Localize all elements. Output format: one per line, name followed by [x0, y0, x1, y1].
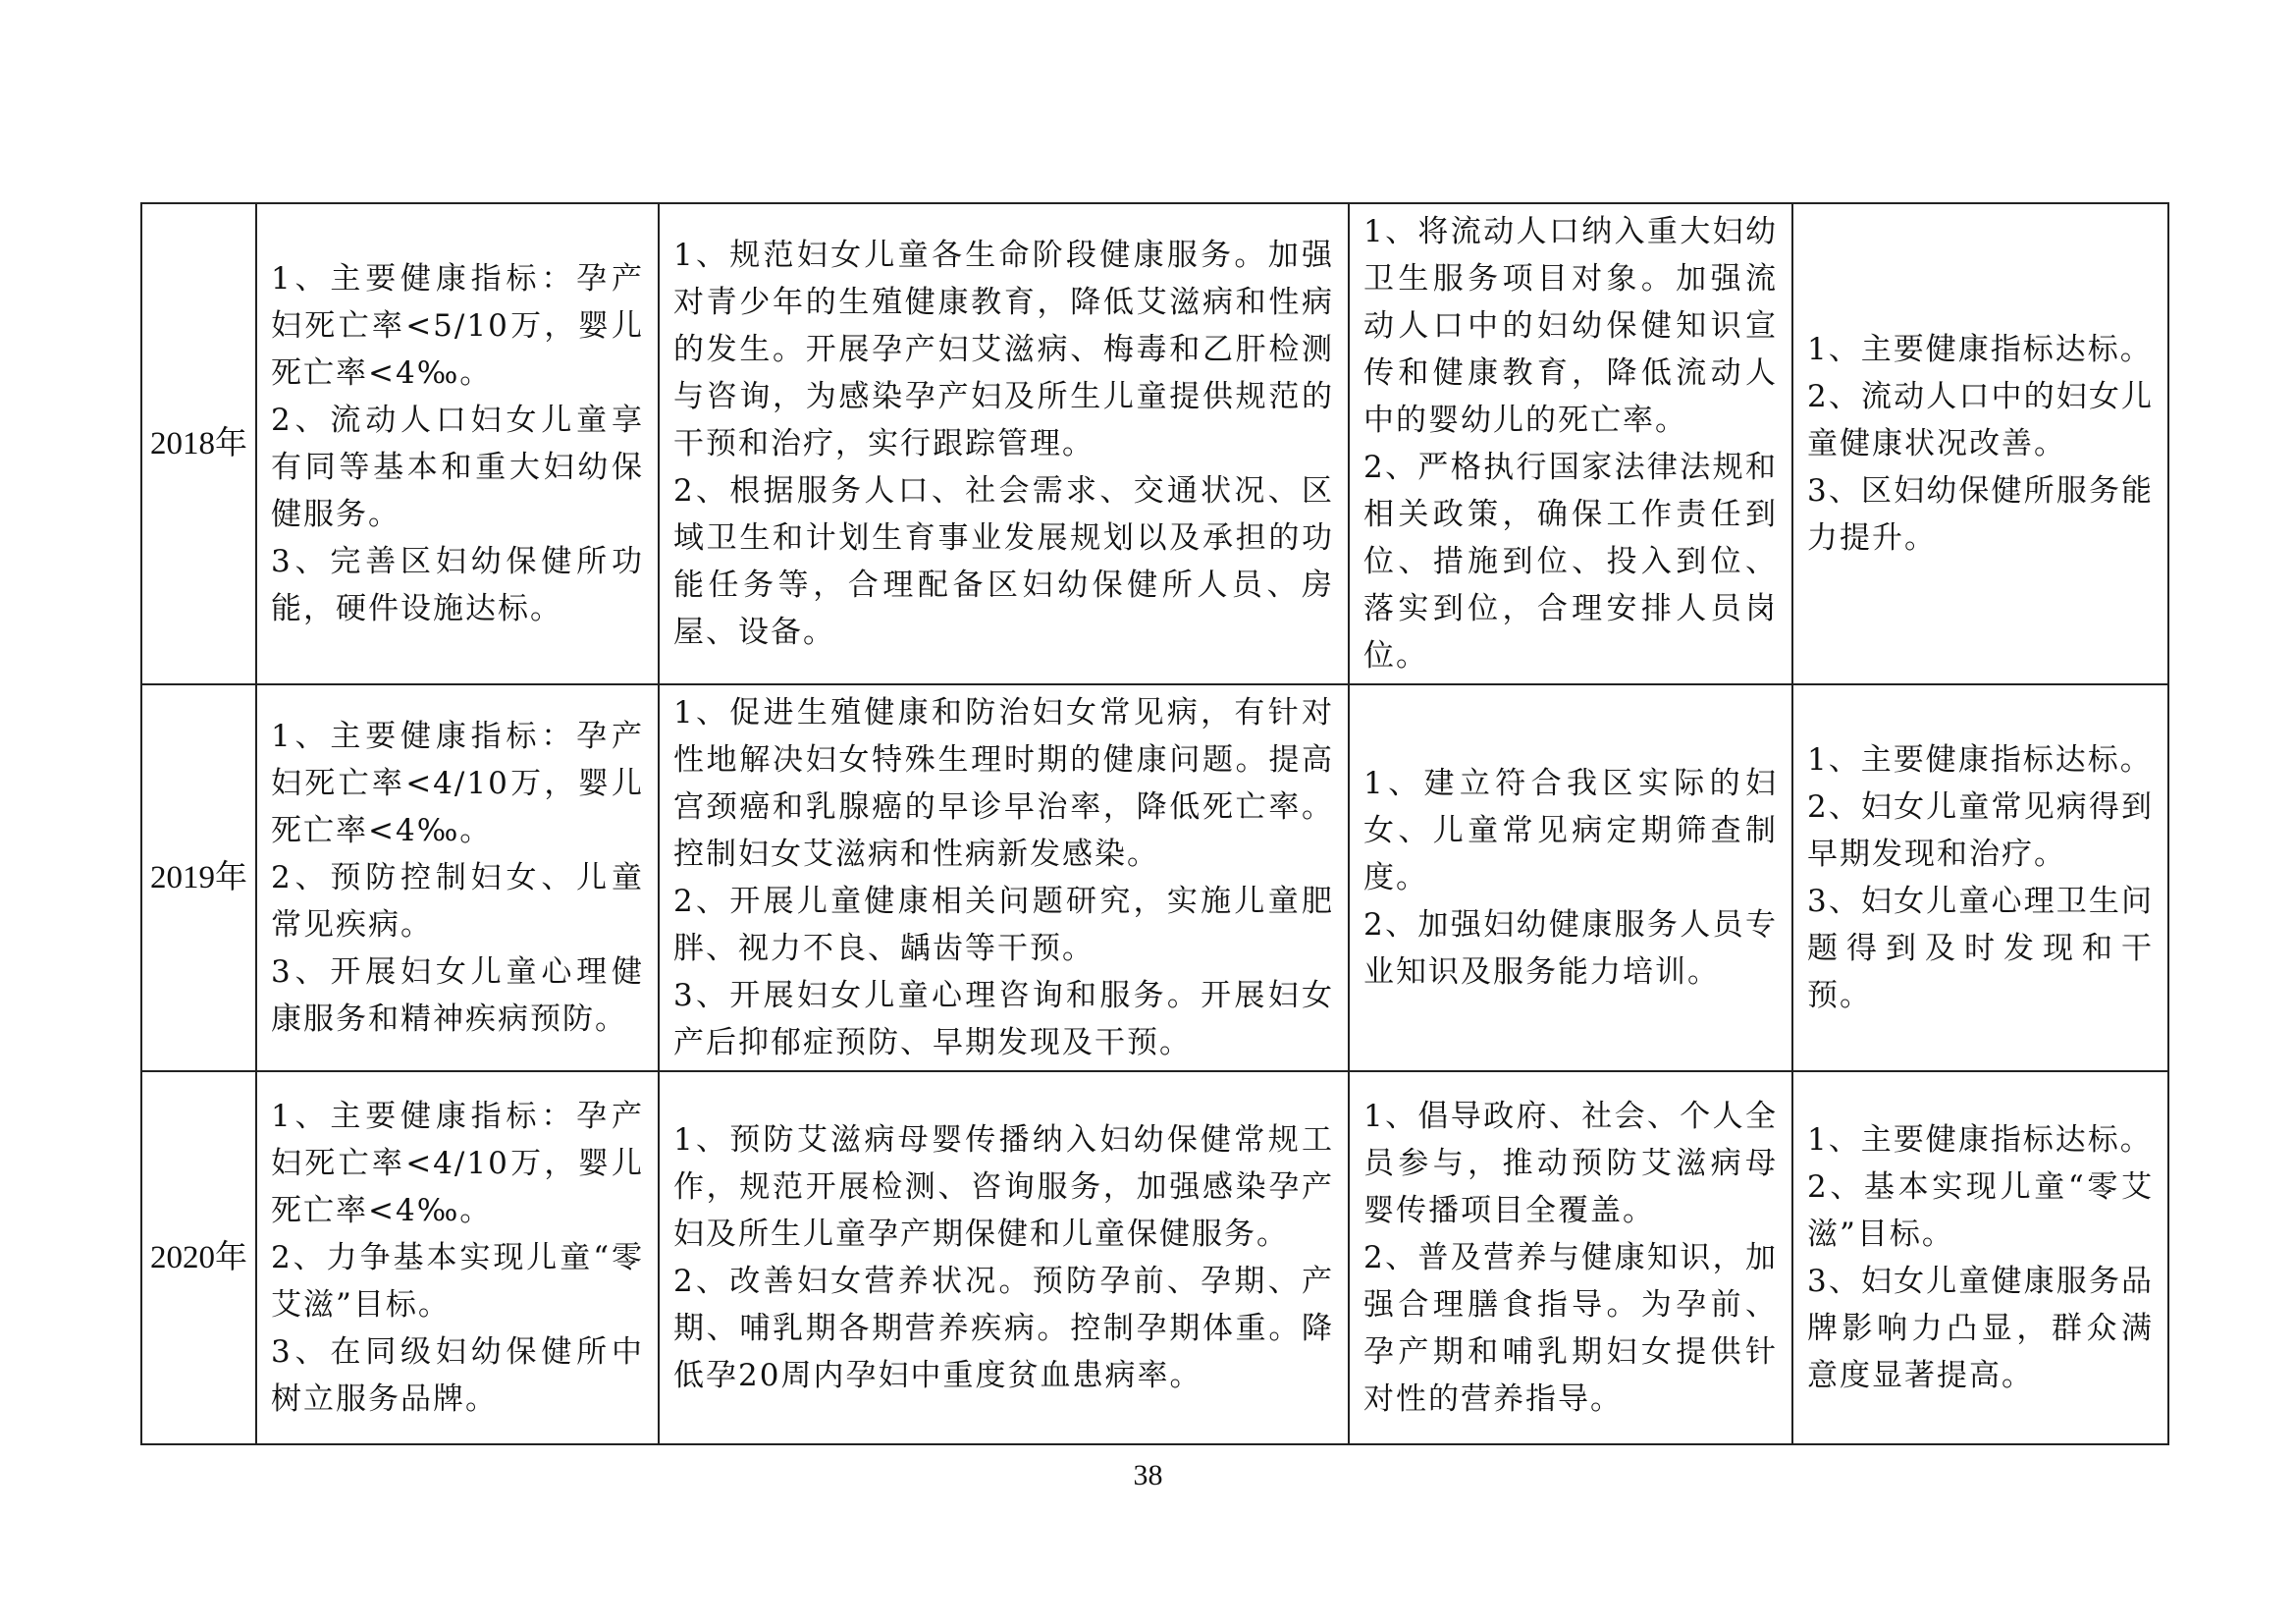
actions-cell: [1349, 1071, 1792, 1444]
measures-cell: [659, 1071, 1349, 1444]
measure-item: 1、促进生殖健康和防治妇女常见病，有针对性地解决妇女特殊生理时期的健康问题。提高宫颈癌和乳腺癌的早诊早治率，降低死亡率。控制妇女艾滋病和性病新发感染。: [673, 695, 1334, 872]
action-item: 2、加强妇幼健康服务人员专业知识及服务能力培训。: [1363, 907, 1778, 990]
action-item: 1、将流动人口纳入重大妇幼卫生服务项目对象。加强流动人口中的妇幼保健知识宣传和健康教育，降低流动人中的婴幼儿的死亡率。: [1363, 214, 1778, 438]
outcomes-cell: [1792, 1071, 2168, 1444]
goals-cell: [256, 203, 659, 684]
goals-cell: [256, 684, 659, 1071]
measure-item: 3、开展妇女儿童心理咨询和服务。开展妇女产后抑郁症预防、早期发现及干预。: [673, 978, 1334, 1060]
table-row-2020: [141, 1071, 2168, 1444]
outcome-item: 3、妇女儿童心理卫生问题得到及时发现和干预。: [1807, 884, 2154, 1013]
goal-item: 2、流动人口妇女儿童享有同等基本和重大妇幼保健服务。: [271, 403, 644, 532]
outcome-item: 2、流动人口中的妇女儿童健康状况改善。: [1807, 379, 2154, 461]
goal-item: 3、在同级妇幼保健所中树立服务品牌。: [271, 1334, 644, 1417]
measure-item: 2、根据服务人口、社会需求、交通状况、区域卫生和计划生育事业发展规划以及承担的功能任务等，合理配备区妇幼保健所人员、房屋、设备。: [673, 473, 1334, 650]
table-row-2018: [141, 203, 2168, 684]
outcomes-cell: [1792, 203, 2168, 684]
plan-table: [140, 202, 2169, 1445]
goal-item: 3、开展妇女儿童心理健康服务和精神疾病预防。: [271, 954, 644, 1037]
action-item: 2、严格执行国家法律法规和相关政策，确保工作责任到位、措施到位、投入到位、落实到位，合理安排人员岗位。: [1363, 450, 1778, 674]
actions-cell: [1349, 684, 1792, 1071]
outcome-item: 1、主要健康指标达标。: [1807, 332, 2153, 367]
goal-item: 3、完善区妇幼保健所功能，硬件设施达标。: [271, 544, 644, 626]
measure-item: 2、改善妇女营养状况。预防孕前、孕期、产期、哺乳期各期营养疾病。控制孕期体重。降低孕20周内孕妇中重度贫血患病率。: [673, 1264, 1334, 1393]
outcome-item: 1、主要健康指标达标。: [1807, 742, 2153, 778]
measures-cell: [659, 684, 1349, 1071]
measures-cell: [659, 203, 1349, 684]
action-item: 1、建立符合我区实际的妇女、儿童常见病定期筛查制度。: [1363, 766, 1778, 895]
measure-item: 2、开展儿童健康相关问题研究，实施儿童肥胖、视力不良、龋齿等干预。: [673, 884, 1334, 966]
year-cell: 2019年: [141, 684, 256, 1071]
outcome-item: 3、妇女儿童健康服务品牌影响力凸显，群众满意度显著提高。: [1807, 1264, 2154, 1393]
year-cell: 2018年: [141, 203, 256, 684]
page-number: 38: [1133, 1459, 1163, 1491]
measure-item: 1、规范妇女儿童各生命阶段健康服务。加强对青少年的生殖健康教育，降低艾滋病和性病的发生。开展孕产妇艾滋病、梅毒和乙肝检测与咨询，为感染孕产妇及所生儿童提供规范的干预和治疗，实行跟踪管理。: [673, 238, 1334, 461]
outcome-item: 3、区妇幼保健所服务能力提升。: [1807, 473, 2154, 556]
action-item: 1、倡导政府、社会、个人全员参与，推动预防艾滋病母婴传播项目全覆盖。: [1363, 1099, 1778, 1228]
outcome-item: 2、基本实现儿童“零艾滋”目标。: [1807, 1169, 2154, 1252]
measure-item: 1、预防艾滋病母婴传播纳入妇幼保健常规工作，规范开展检测、咨询服务，加强感染孕产妇及所生儿童孕产期保健和儿童保健服务。: [673, 1122, 1334, 1252]
actions-cell: [1349, 203, 1792, 684]
goal-item: 2、预防控制妇女、儿童常见疾病。: [271, 860, 644, 943]
action-item: 2、普及营养与健康知识，加强合理膳食指导。为孕前、孕产期和哺乳期妇女提供针对性的营养指导。: [1363, 1240, 1778, 1417]
table-row-2019: [141, 684, 2168, 1071]
outcomes-cell: [1792, 684, 2168, 1071]
goals-cell: [256, 1071, 659, 1444]
goal-item: 1、主要健康指标：孕产妇死亡率<4/10万，婴儿死亡率<4‰。: [271, 1099, 644, 1228]
goal-item: 1、主要健康指标：孕产妇死亡率<4/10万，婴儿死亡率<4‰。: [271, 719, 644, 848]
year-cell: 2020年: [141, 1071, 256, 1444]
goal-item: 1、主要健康指标：孕产妇死亡率<5/10万，婴儿死亡率<4‰。: [271, 261, 644, 391]
goal-item: 2、力争基本实现儿童“零艾滋”目标。: [271, 1240, 644, 1323]
outcome-item: 1、主要健康指标达标。: [1807, 1122, 2153, 1158]
outcome-item: 2、妇女儿童常见病得到早期发现和治疗。: [1807, 789, 2154, 872]
